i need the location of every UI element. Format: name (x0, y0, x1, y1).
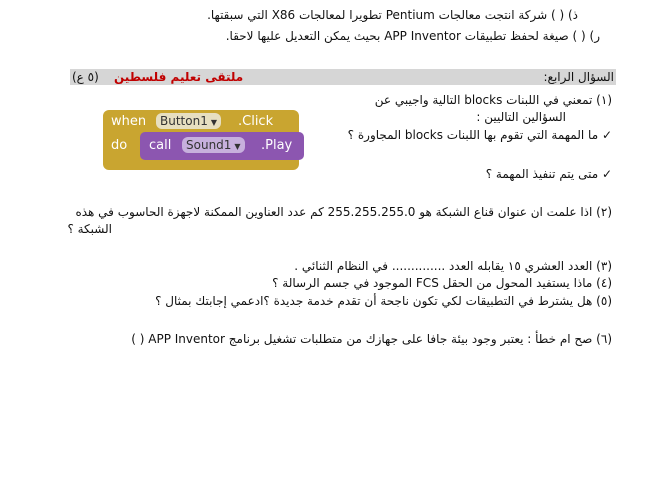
do-keyword: do (111, 138, 128, 153)
play-method: .Play (261, 138, 293, 153)
item-d: ذ) ( ) شركة انتجت معالجات Pentium تطويرا لمعالجات X86 التي سبقتها. (207, 8, 578, 22)
dropdown-arrow-icon: ▼ (234, 142, 241, 151)
section-marks: (٥ ع) (72, 70, 99, 84)
q2-line1: (٢) اذا علمت ان عنوان قناع الشبكة هو 255.255.255.0 كم عدد العناوين الممكنة لاجهزة الحاسوب في هذه (75, 205, 612, 219)
when-keyword: when (111, 114, 147, 129)
sound-label: Sound1 (186, 138, 232, 152)
q1-a: ✓ ما المهمة التي تقوم بها اللبنات blocks المجاورة ؟ (347, 128, 612, 142)
button-dropdown[interactable] (156, 113, 221, 129)
q1-intro: (١) تمعني في اللبنات blocks التالية واجيبي عن (374, 93, 612, 107)
section-title: السؤال الرابع: (543, 70, 614, 84)
call-keyword: call (149, 138, 172, 153)
q1-sub: السؤالين التاليين : (476, 110, 566, 124)
q6: (٦) صح ام خطأ : يعتبر وجود بيئة جافا على جهازك من متطلبات تشغيل برنامج APP Inventor ( ) (131, 332, 612, 346)
button-label: Button1 (160, 114, 208, 128)
q4: (٤) ماذا يستفيد المحول من الحقل FCS الموجود في جسم الرسالة ؟ (272, 276, 612, 290)
q5: (٥) هل يشترط في التطبيقات لكي تكون ناجحة أن تقدم خدمة جديدة ؟ادعمي إجابتك بمثال ؟ (155, 294, 612, 308)
section-header (70, 69, 616, 85)
source-label: ملتقى تعليم فلسطين (114, 70, 244, 84)
sound-dropdown[interactable] (182, 137, 245, 153)
q1-b: ✓ متى يتم تنفيذ المهمة ؟ (485, 167, 612, 181)
q2-line2: الشبكة ؟ (67, 222, 112, 236)
item-r: ر) ( ) صيغة لحفظ تطبيقات APP Inventor بحيث يمكن التعديل عليها لاحقا. (225, 29, 600, 43)
dropdown-arrow-icon: ▼ (210, 118, 217, 127)
call-block[interactable] (140, 132, 304, 160)
click-event: .Click (238, 114, 274, 129)
q3: (٣) العدد العشري ١٥ يقابله العدد .............. في النظام الثنائي . (294, 259, 612, 273)
